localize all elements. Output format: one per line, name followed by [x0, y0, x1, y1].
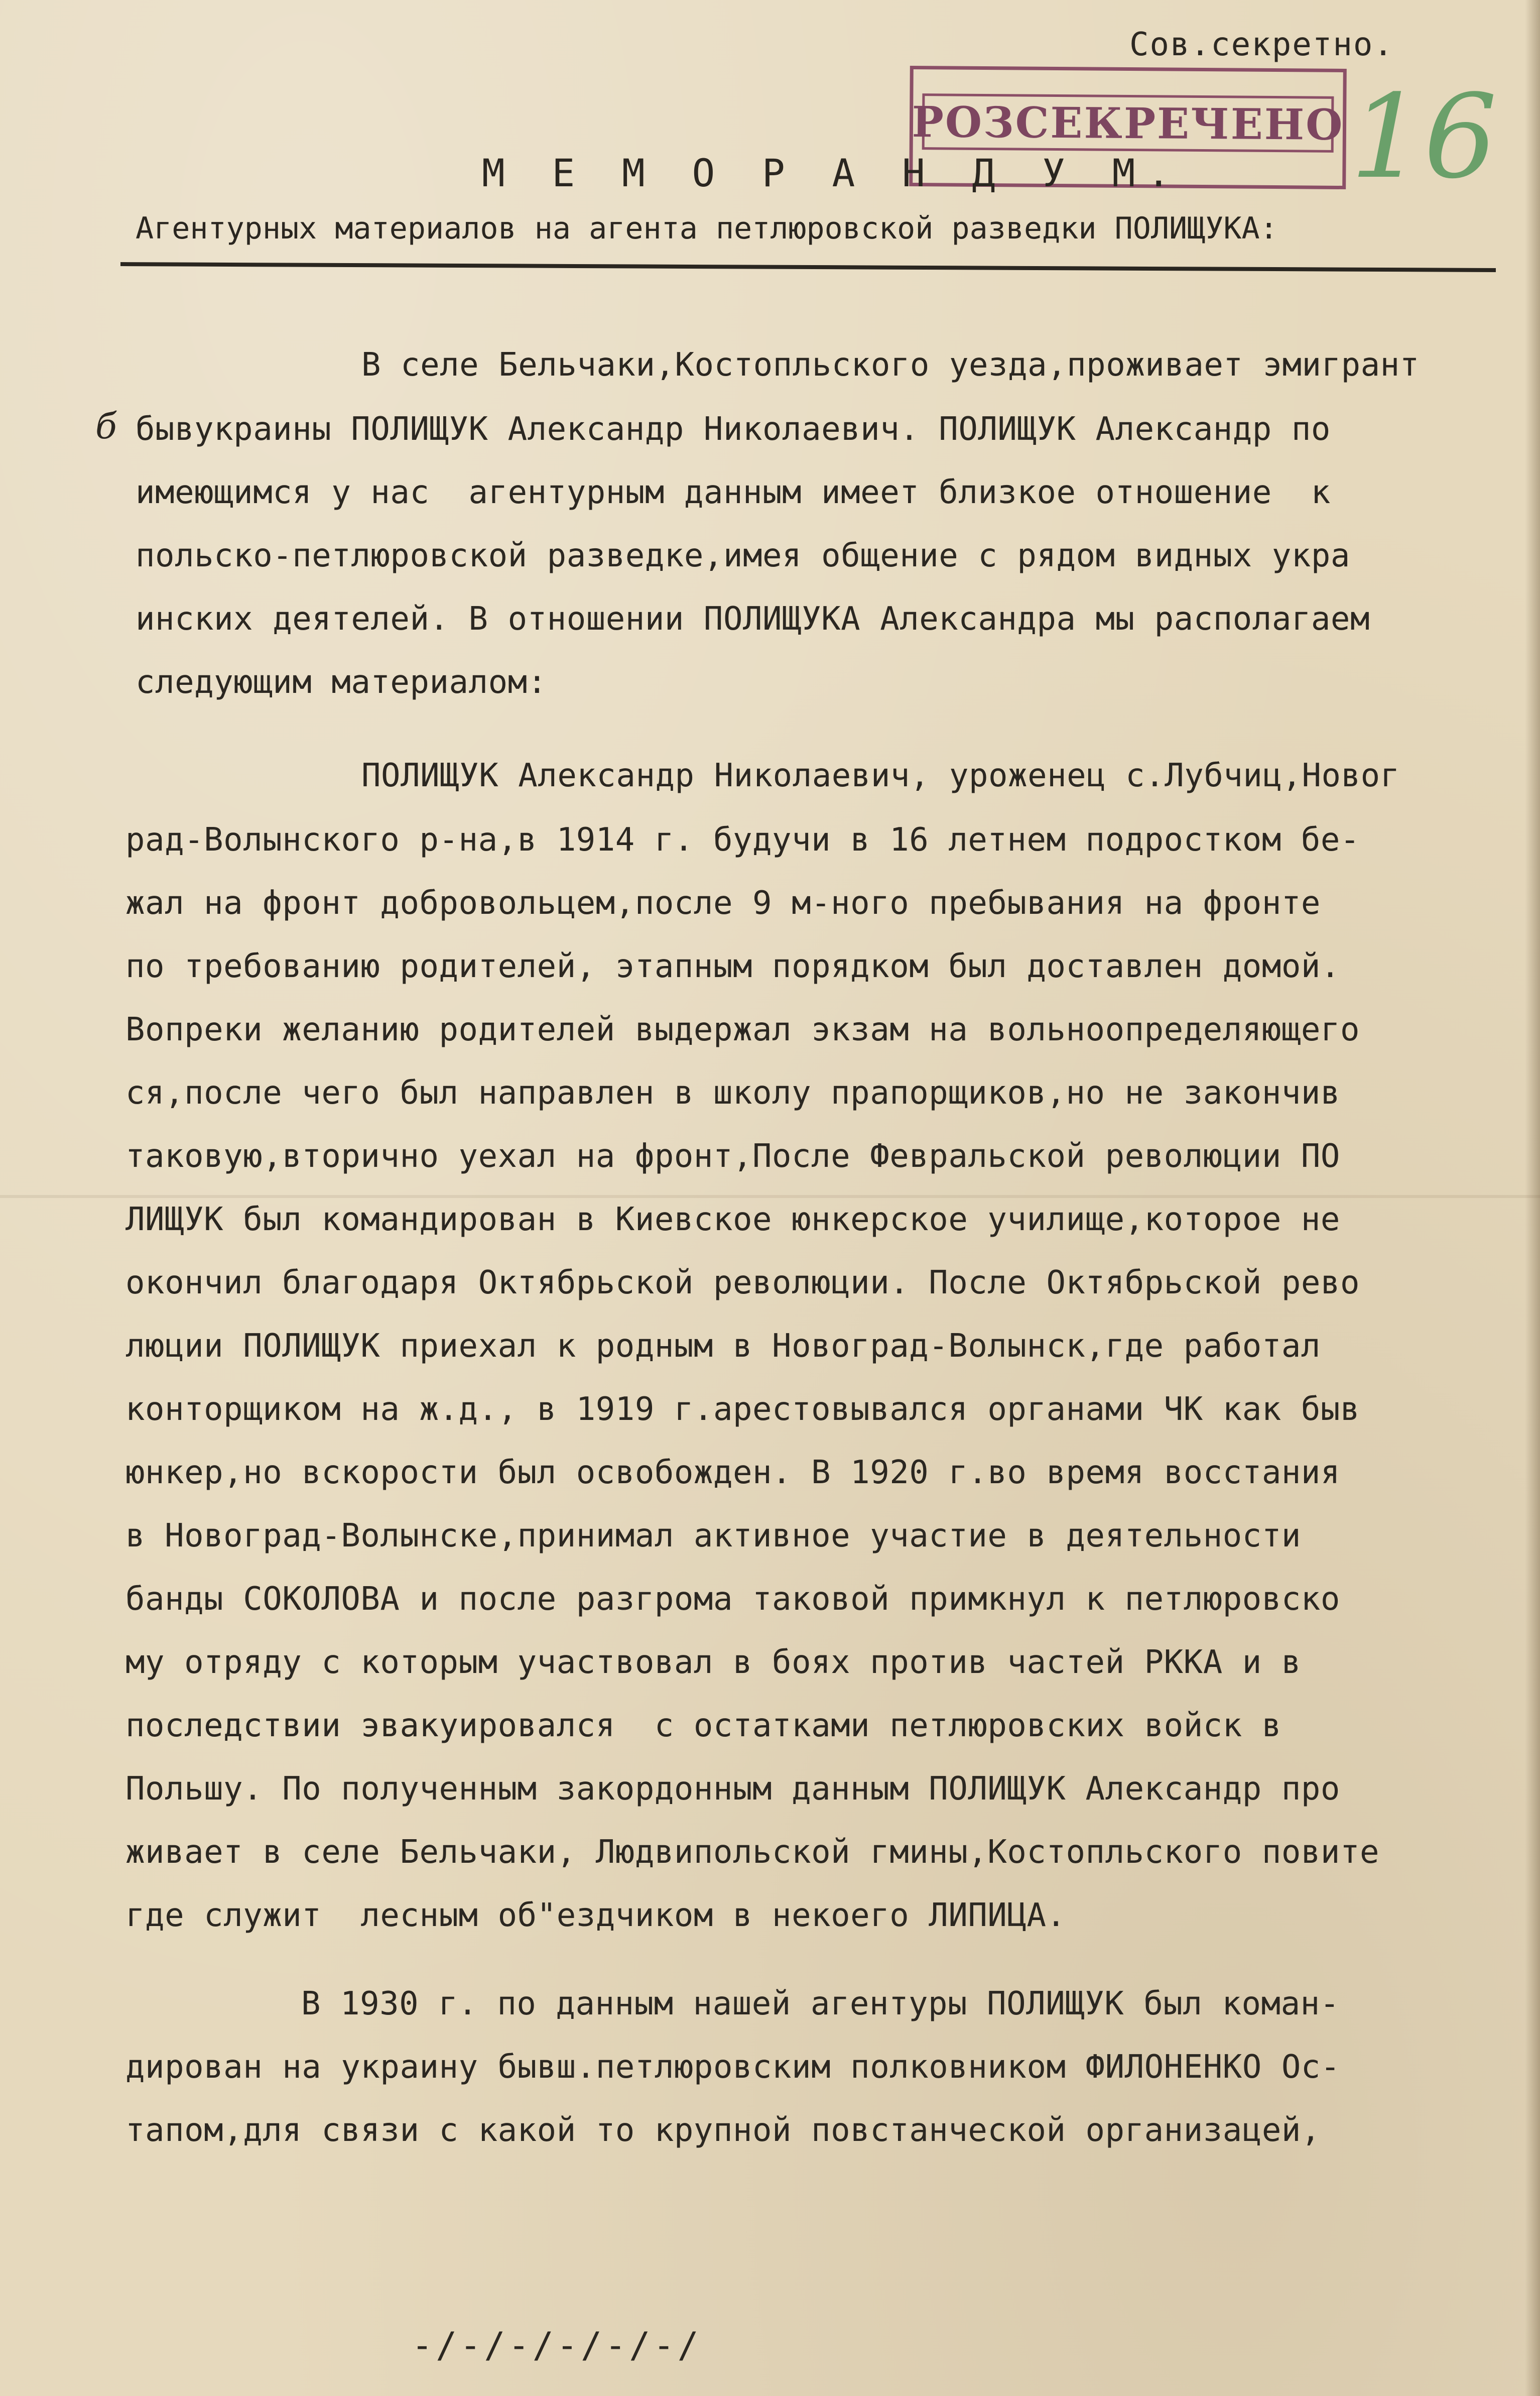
- text-line: В 1930 г. по данным нашей агентуры ПОЛИЩУК был коман-: [301, 1985, 1340, 2022]
- text-line: где служит лесным об"ездчиком в некоего ЛИПИЦА.: [125, 1897, 1066, 1934]
- text-line: Польшу. По полученным закордонным данным ПОЛИЩУК Александр про: [125, 1770, 1340, 1808]
- text-line: конторщиком на ж.д., в 1919 г.арестовывался органами ЧК как быв: [125, 1391, 1360, 1428]
- text-line: ЛИЩУК был командирован в Киевское юнкерское училище,которое не: [125, 1201, 1340, 1238]
- text-line: му отряду с которым участвовал в боях против частей РККА и в: [125, 1644, 1301, 1681]
- text-line: банды СОКОЛОВА и после разгрома таковой примкнул к петлюровско: [125, 1581, 1340, 1618]
- text-line: бывукраины ПОЛИЩУК Александр Николаевич. ПОЛИЩУК Александр по: [136, 411, 1331, 448]
- text-line: ПОЛИЩУК Александр Николаевич, уроженец с.Лубчиц,Новог: [361, 757, 1400, 794]
- document-title: М Е М О Р А Н Д У М.: [482, 151, 1183, 195]
- classification-label: Сов.секретно.: [1129, 26, 1394, 63]
- text-line: люции ПОЛИЩУК приехал к родным в Новоград-Волынск,где работал: [125, 1328, 1321, 1365]
- text-line: ся,после чего был направлен в школу прапорщиков,но не закончив: [125, 1074, 1340, 1112]
- text-line: живает в селе Бельчаки, Людвипольской гмины,Костопльского повите: [125, 1834, 1379, 1871]
- text-line: дирован на украину бывш.петлюровским полковником ФИЛОНЕНКО Ос-: [125, 2049, 1340, 2086]
- page-edge-shadow: [1525, 0, 1540, 2396]
- title-underline: [120, 262, 1496, 272]
- text-line: польско-петлюровской разведке,имея общение с рядом видных укра: [136, 537, 1350, 574]
- text-line: таковую,вторично уехал на фронт,После Февральской революции ПО: [125, 1138, 1340, 1175]
- text-line: последствии эвакуировался с остатками петлюровских войск в: [125, 1707, 1281, 1744]
- sheet-number: 16: [1350, 70, 1497, 204]
- text-line: рад-Волынского р-на,в 1914 г. будучи в 16 летнем подростком бе-: [125, 821, 1360, 859]
- margin-correction-mark: б: [95, 406, 117, 447]
- text-line: следующим материалом:: [136, 664, 547, 701]
- text-line: В селе Бельчаки,Костопльского уезда,проживает эмигрант: [361, 346, 1420, 384]
- text-line: жал на фронт добровольцем,после 9 м-ного пребывания на фронте: [125, 885, 1321, 922]
- text-line: окончил благодаря Октябрьской революции. После Октябрьской рево: [125, 1264, 1360, 1301]
- page-fold: [0, 1195, 1540, 1198]
- document-subtitle: Агентурных материалов на агента петлюровской разведки ПОЛИЩУКА:: [136, 211, 1278, 246]
- text-line: имеющимся у нас агентурным данным имеет близкое отношение к: [136, 474, 1331, 511]
- text-line: тапом,для связи с какой то крупной повстанческой организацей,: [125, 2112, 1321, 2149]
- stamp-frame: [912, 93, 1344, 153]
- stamp-text: РОЗСЕКРЕЧЕНО: [912, 96, 1344, 150]
- continuation-mark: -/-/-/-/-/-/: [412, 2325, 702, 2366]
- text-line: в Новоград-Волынске,принимал активное участие в деятельности: [125, 1517, 1301, 1554]
- text-line: юнкер,но вскорости был освобожден. В 1920 г.во время восстания: [125, 1454, 1340, 1491]
- text-line: Вопреки желанию родителей выдержал экзам на вольноопределяющего: [125, 1011, 1360, 1048]
- text-line: по требованию родителей, этапным порядком был доставлен домой.: [125, 948, 1340, 985]
- text-line: инских деятелей. В отношении ПОЛИЩУКА Александра мы располагаем: [136, 601, 1370, 638]
